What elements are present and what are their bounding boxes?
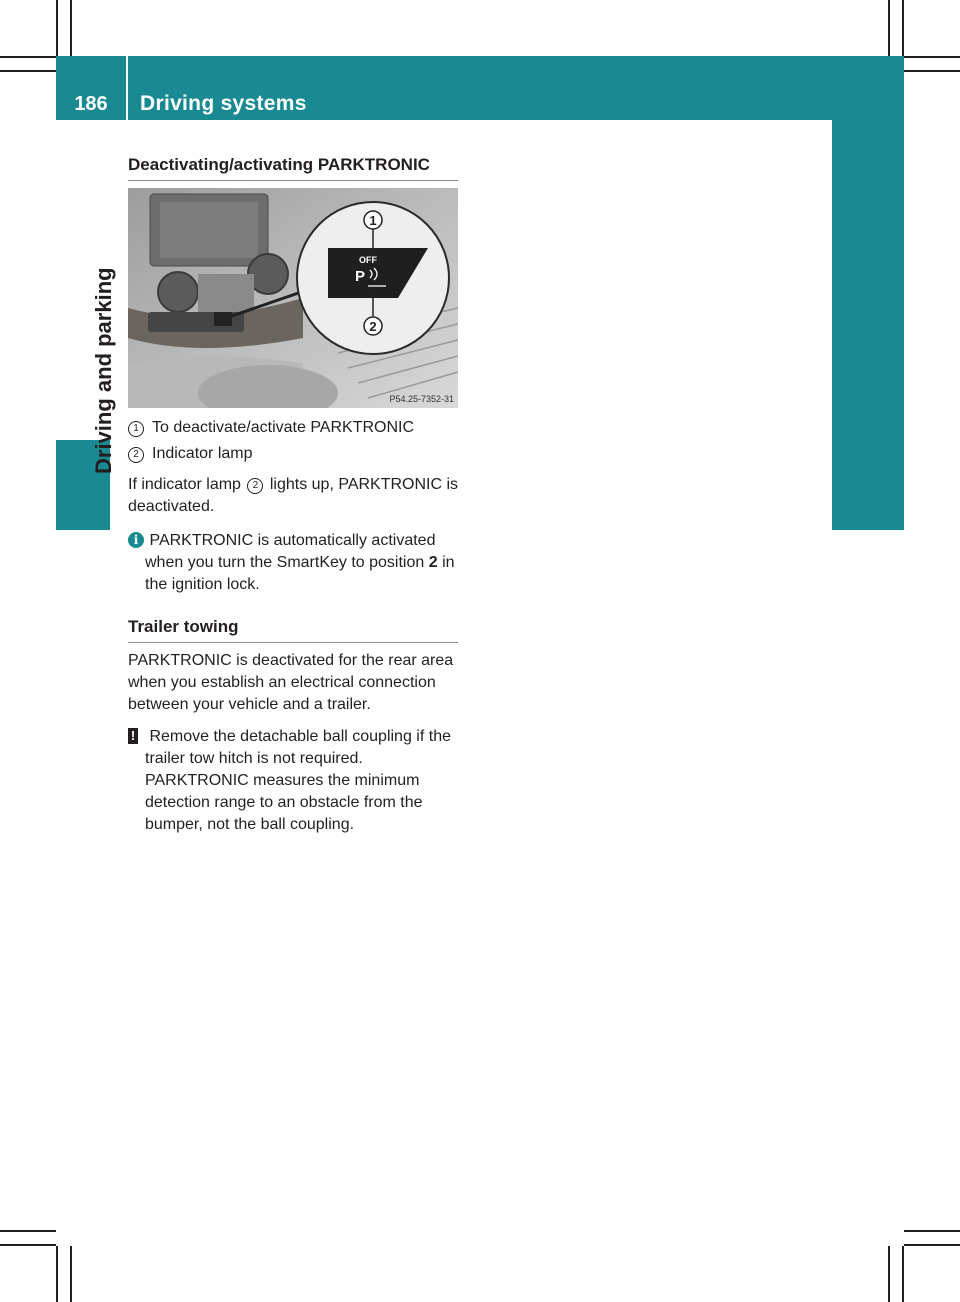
heading-deactivating-parktronic: Deactivating/activating PARKTRONIC: [128, 154, 458, 181]
warning-icon: !: [128, 728, 138, 744]
crop-mark: [904, 1230, 960, 1232]
marker-1: 1: [128, 421, 144, 437]
note-text: PARKTRONIC is automatically activated when you turn the SmartKey to position: [145, 532, 436, 571]
indicator-paragraph: [128, 474, 464, 518]
warning-note: [128, 726, 464, 836]
heading-trailer-towing: Trailer towing: [128, 616, 458, 643]
parktronic-button-symbol: P: [354, 268, 366, 285]
crop-mark: [902, 1246, 904, 1302]
crop-mark: [0, 1244, 56, 1246]
crop-mark: [70, 1246, 72, 1302]
marker-2: 2: [128, 447, 144, 463]
chapter-side-tab: [832, 120, 904, 530]
crop-mark: [56, 0, 58, 56]
chapter-tab-label: Driving and parking: [91, 267, 116, 474]
crop-mark: [904, 70, 960, 72]
crop-mark: [56, 1246, 58, 1302]
callout-2-label: 2: [369, 319, 377, 334]
legend-item: [128, 443, 464, 465]
figure-code: P54.25-7352-31: [389, 394, 454, 404]
crop-mark: [904, 1244, 960, 1246]
note-text: in the ignition lock.: [145, 554, 455, 593]
warning-text: Remove the detachable ball coupling if the trailer tow hitch is not required. PARKTRONIC measures the minimum detection range to an obstacle from the bumper, not the ball coupling.: [145, 728, 451, 833]
crop-mark: [902, 0, 904, 56]
info-note: [128, 530, 464, 596]
legend-item: [128, 417, 464, 439]
para-text: lights up, PARKTRONIC is deactivated.: [128, 476, 459, 515]
page-number: 186: [74, 93, 108, 115]
crop-mark: [0, 56, 56, 58]
header-divider: [126, 56, 128, 120]
parktronic-figure: [128, 188, 458, 408]
note-bold: 2: [428, 554, 438, 571]
callout-1-label: 1: [369, 213, 377, 228]
para-text: If indicator lamp: [128, 476, 241, 493]
section-title: Driving systems: [140, 92, 307, 115]
crop-mark: [904, 56, 960, 58]
trailer-paragraph: PARKTRONIC is deactivated for the rear area when you establish an electrical connection between your vehicle and a trailer.: [128, 652, 454, 713]
info-icon: i: [128, 532, 144, 548]
legend-text: Indicator lamp: [152, 445, 253, 462]
marker-2-inline: 2: [247, 478, 263, 494]
legend-text: To deactivate/activate PARKTRONIC: [152, 419, 415, 436]
crop-mark: [0, 1230, 56, 1232]
off-label: OFF: [359, 255, 377, 265]
dashboard-illustration: [128, 188, 458, 408]
crop-mark: [70, 0, 72, 56]
crop-mark: [0, 70, 56, 72]
crop-mark: [888, 0, 890, 56]
crop-mark: [888, 1246, 890, 1302]
